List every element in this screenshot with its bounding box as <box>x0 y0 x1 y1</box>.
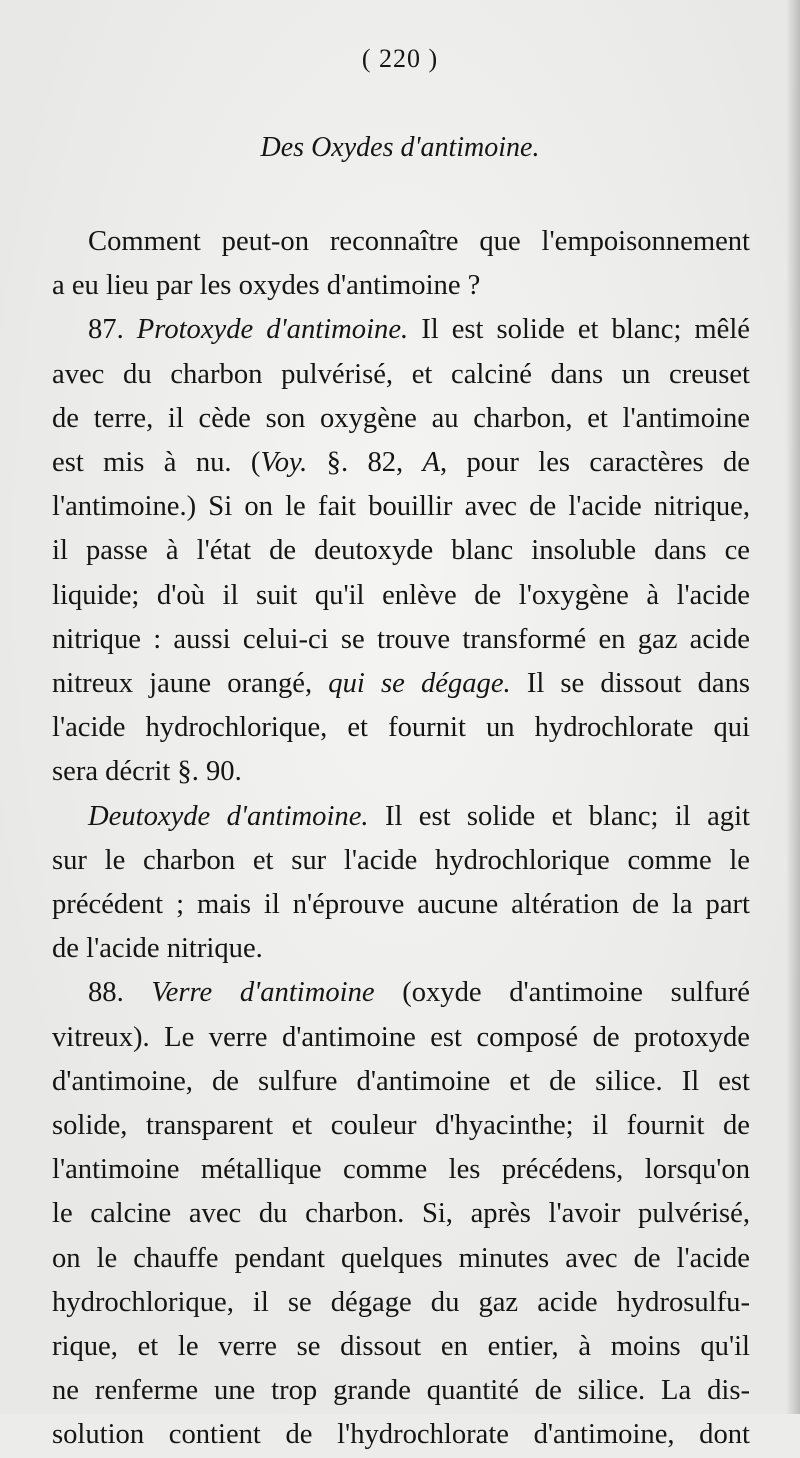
italic-run: Voy. <box>260 447 308 479</box>
text-run: liquide; d'où il suit qu'il enlève de l'oxygène à l'acide <box>52 579 750 611</box>
text-line <box>52 1281 750 1325</box>
text-line <box>52 441 750 485</box>
text-run: il passe à l'état de deutoxyde blanc insoluble dans ce <box>52 535 750 567</box>
text-line <box>52 1104 750 1148</box>
text-run: (oxyde d'antimoine sulfuré <box>374 977 750 1009</box>
text-line <box>52 1192 750 1236</box>
text-run: Il est solide et blanc; mêlé <box>408 314 750 346</box>
section-title: Des Oxydes d'antimoine. <box>260 132 540 163</box>
text-run: vitreux). Le verre d'antimoine est composé de protoxyde <box>52 1021 750 1053</box>
italic-run: A <box>422 447 441 479</box>
text-line <box>52 750 750 794</box>
text-line <box>52 529 750 573</box>
text-line <box>52 1325 750 1369</box>
page-number: ( 220 ) <box>361 44 439 73</box>
text-run: 87. <box>88 314 137 346</box>
text-line <box>52 795 750 839</box>
text-run: l'antimoine.) Si on le fait bouillir avec de l'acide nitrique, <box>52 491 750 523</box>
text-run: précédent ; mais il n'éprouve aucune altération de la part <box>52 889 750 921</box>
text-line <box>52 1016 750 1060</box>
text-run: Il se dissout dans <box>510 668 750 700</box>
text-line <box>52 706 750 750</box>
text-run: on le chauffe pendant quelques minutes avec de l'acide <box>52 1242 750 1274</box>
text-line <box>52 1060 750 1104</box>
italic-run: qui se dégage. <box>328 668 511 700</box>
text-line <box>52 574 750 618</box>
text-line <box>52 971 750 1015</box>
text-line <box>52 1369 750 1413</box>
text-run: de terre, il cède son oxygène au charbon, et l'antimoine <box>52 402 750 434</box>
text-run: §. 82, <box>307 447 423 479</box>
text-run: nitreux jaune orangé, <box>52 668 329 700</box>
italic-run: Deutoxyde d'antimoine. <box>88 800 369 832</box>
text-line <box>52 264 750 308</box>
text-line <box>52 1413 750 1457</box>
text-run: sur le charbon et sur l'acide hydrochlorique comme le <box>52 844 750 876</box>
italic-run: Protoxyde d'antimoine. <box>136 314 409 346</box>
text-run: nitrique : aussi celui-ci se trouve transformé en gaz acide <box>52 623 750 655</box>
text-run: d'antimoine, de sulfure d'antimoine et de silice. Il est <box>52 1065 750 1097</box>
text-line <box>52 883 750 927</box>
text-run: de l'acide nitrique. <box>52 933 263 965</box>
body-text <box>52 220 750 1458</box>
text-run: l'antimoine métallique comme les précédens, lorsqu'on <box>52 1154 750 1186</box>
text-run: solution contient de l'hydrochlorate d'antimoine, dont <box>52 1419 750 1451</box>
text-line <box>52 618 750 662</box>
text-run: ne renferme une trop grande quantité de silice. La dis- <box>52 1375 750 1407</box>
text-run: a eu lieu par les oxydes d'antimoine ? <box>52 270 481 302</box>
text-line <box>52 308 750 352</box>
text-run: avec du charbon pulvérisé, et calciné dans un creuset <box>52 358 750 390</box>
text-line <box>52 927 750 971</box>
text-run: sera décrit §. 90. <box>52 756 242 788</box>
text-line <box>52 839 750 883</box>
text-run: Comment peut-on reconnaître que l'empoisonnement <box>88 226 750 257</box>
text-line <box>52 485 750 529</box>
text-line <box>52 1237 750 1281</box>
text-line <box>52 1148 750 1192</box>
text-run: hydrochlorique, il se dégage du gaz acide hydrosulfu- <box>52 1286 750 1318</box>
text-line <box>52 220 750 264</box>
text-run: Il est solide et blanc; il agit <box>368 800 750 832</box>
text-run: solide, transparent et couleur d'hyacinthe; il fournit de <box>52 1110 750 1142</box>
text-run: 88. <box>88 977 152 1009</box>
text-run: l'acide hydrochlorique, et fournit un hydrochlorate qui <box>52 712 750 744</box>
text-run: , pour les caractères de <box>440 447 750 479</box>
text-line <box>52 353 750 397</box>
page-edge-shadow <box>786 0 800 1414</box>
text-run: rique, et le verre se dissout en entier, à moins qu'il <box>52 1331 750 1363</box>
italic-run: Verre d'antimoine <box>151 977 375 1009</box>
text-line <box>52 662 750 706</box>
text-run: le calcine avec du charbon. Si, après l'avoir pulvérisé, <box>52 1198 750 1230</box>
text-line <box>52 397 750 441</box>
text-run: est mis à nu. ( <box>52 447 261 479</box>
